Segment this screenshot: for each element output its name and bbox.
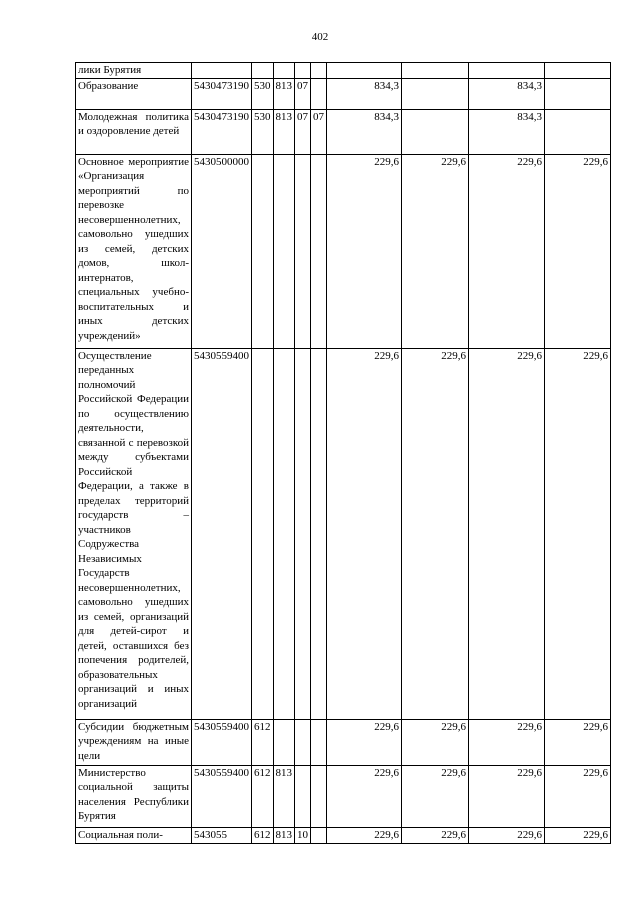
pr-code [311,154,327,348]
value-4 [545,63,611,79]
vr-code: 612 [252,719,274,765]
value-4: 229,6 [545,719,611,765]
value-2: 229,6 [402,827,469,843]
value-2 [402,78,469,109]
csr-code: 5430559400 [192,348,252,719]
pr-code [311,348,327,719]
value-3: 229,6 [469,827,545,843]
rz-code: 07 [295,78,311,109]
rz-code [295,154,311,348]
gr-code [273,154,295,348]
pr-code [311,765,327,827]
value-1: 229,6 [327,348,402,719]
budget-table [75,62,611,844]
vr-code [252,348,274,719]
csr-code: 5430473190 [192,78,252,109]
csr-code: 5430500000 [192,154,252,348]
rz-code [295,348,311,719]
value-3: 834,3 [469,109,545,154]
row-name: Субсидии бюджетным учреждениям на иные цели [76,719,192,765]
value-2: 229,6 [402,719,469,765]
table-row [76,765,611,827]
gr-code [273,348,295,719]
gr-code: 813 [273,765,295,827]
value-3: 229,6 [469,348,545,719]
value-4 [545,109,611,154]
table-row [76,78,611,109]
rz-code: 10 [295,827,311,843]
value-4 [545,78,611,109]
row-name: Молодежная политика и оздоровление детей [76,109,192,154]
table-row [76,109,611,154]
vr-code [252,154,274,348]
value-1: 229,6 [327,765,402,827]
vr-code [252,63,274,79]
csr-code: 543055 [192,827,252,843]
value-4: 229,6 [545,765,611,827]
vr-code: 612 [252,827,274,843]
value-2 [402,109,469,154]
csr-code: 5430559400 [192,719,252,765]
value-4: 229,6 [545,154,611,348]
gr-code: 813 [273,78,295,109]
table-row [76,827,611,843]
value-2: 229,6 [402,154,469,348]
row-name: Образование [76,78,192,109]
table-row [76,154,611,348]
rz-code [295,719,311,765]
gr-code [273,63,295,79]
table-row [76,719,611,765]
pr-code [311,63,327,79]
value-1: 229,6 [327,827,402,843]
value-4: 229,6 [545,348,611,719]
vr-code: 530 [252,78,274,109]
gr-code [273,719,295,765]
gr-code: 813 [273,109,295,154]
csr-code: 5430473190 [192,109,252,154]
row-name: лики Бурятия [76,63,192,79]
value-2 [402,63,469,79]
page-number: 402 [311,31,329,43]
pr-code: 07 [311,109,327,154]
rz-code: 07 [295,109,311,154]
value-3: 229,6 [469,719,545,765]
gr-code: 813 [273,827,295,843]
value-4: 229,6 [545,827,611,843]
value-3: 834,3 [469,78,545,109]
table-row [76,348,611,719]
rz-code [295,765,311,827]
value-2: 229,6 [402,765,469,827]
value-3: 229,6 [469,154,545,348]
csr-code [192,63,252,79]
row-name: Министерство социальной защиты населения Республики Бурятия [76,765,192,827]
vr-code: 530 [252,109,274,154]
row-name: Основное мероприятие «Организация мероприятий по перевозке несовершеннолетних, самовольно ушедших из семей, детских домов, школ-интернатов, специальных учебно-воспитательных и иных детских учреждений» [76,154,192,348]
value-1: 229,6 [327,154,402,348]
value-1: 834,3 [327,78,402,109]
rz-code [295,63,311,79]
pr-code [311,78,327,109]
vr-code: 612 [252,765,274,827]
value-1: 229,6 [327,719,402,765]
pr-code [311,827,327,843]
value-3 [469,63,545,79]
table-row [76,63,611,79]
value-2: 229,6 [402,348,469,719]
row-name: Социальная поли- [76,827,192,843]
pr-code [311,719,327,765]
value-1 [327,63,402,79]
csr-code: 5430559400 [192,765,252,827]
row-name: Осуществление переданных полномочий Российской Федерации по осуществлению деятельности, связанной с перевозкой между субъектами Российской Федерации, а также в пределах территорий государств – участников Содружества Независимых Государств несовершеннолетних, самовольно ушедших из семей, организаций для детей-сирот и детей, оставшихся без попечения родителей, образовательных организаций и иных организаций [76,348,192,719]
value-3: 229,6 [469,765,545,827]
value-1: 834,3 [327,109,402,154]
